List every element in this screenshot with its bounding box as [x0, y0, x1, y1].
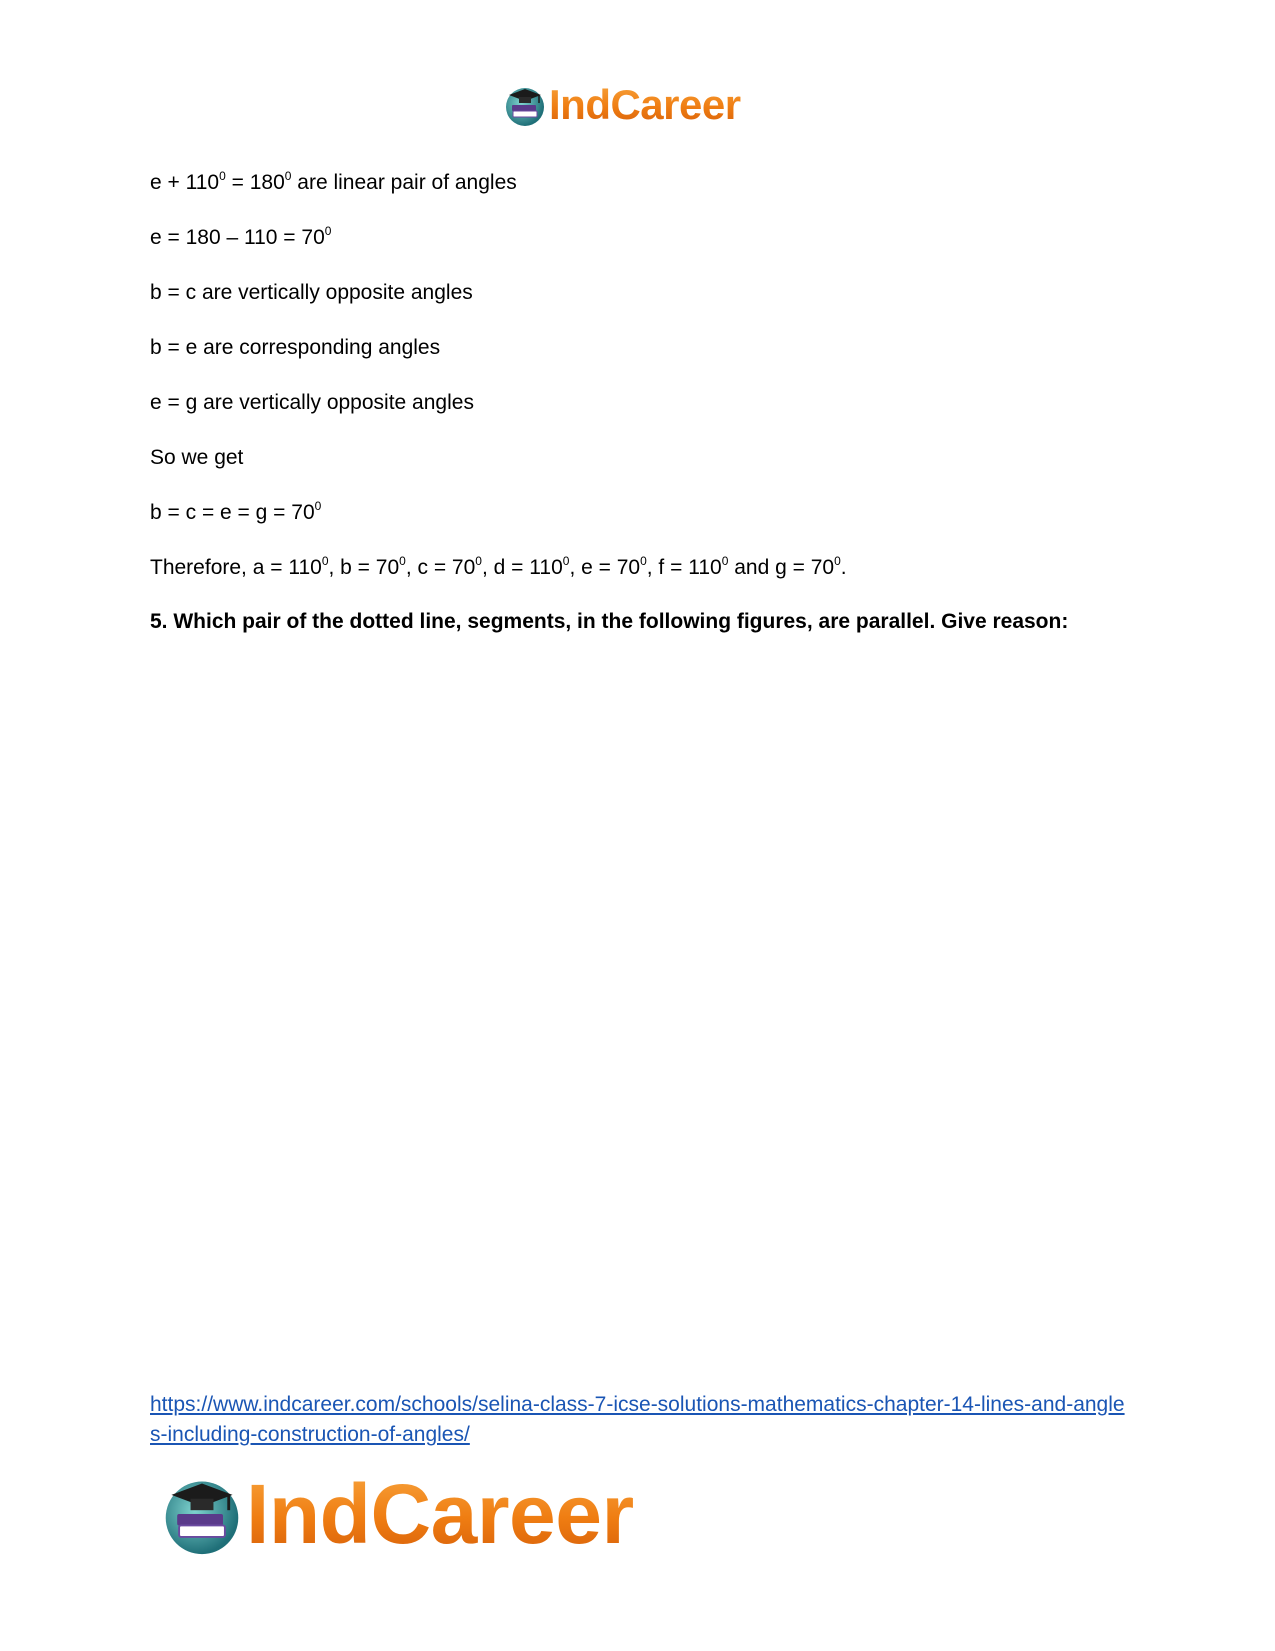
text-line [150, 555, 847, 583]
degree-superscript: 0 [475, 554, 482, 568]
text-line [150, 500, 321, 528]
text-segment: , e = 70 [569, 556, 641, 579]
text-line [150, 225, 331, 253]
footer-logo [160, 1468, 634, 1560]
header-logo [503, 80, 741, 130]
degree-superscript: 0 [721, 554, 729, 568]
degree-superscript: 0 [219, 169, 226, 183]
text-segment: b = c = e = g = 70 [150, 501, 315, 524]
graduation-cap-book-globe-icon [503, 83, 547, 127]
text-segment: e = g are vertically opposite angles [150, 391, 474, 414]
text-line [150, 280, 473, 306]
question-heading: 5. Which pair of the dotted line, segments, in the following figures, are parallel. Give reason: [150, 610, 1069, 633]
text-line [150, 445, 243, 471]
text-segment: . [840, 556, 847, 579]
text-segment: , d = 110 [481, 556, 563, 579]
degree-superscript: 0 [399, 554, 406, 568]
logo-text: IndCareer [246, 1467, 634, 1561]
degree-superscript: 0 [284, 169, 292, 183]
degree-superscript: 0 [640, 554, 647, 568]
degree-superscript: 0 [562, 554, 570, 568]
text-segment: = 180 [225, 171, 285, 194]
source-link[interactable]: https://www.indcareer.com/schools/selina-class-7-icse-solutions-mathematics-chapter-14-lines-and-angles-including-construction-of-angles/ [150, 1393, 1125, 1446]
degree-superscript: 0 [314, 499, 322, 513]
text-segment: b = e are corresponding angles [150, 336, 441, 359]
degree-superscript: 0 [321, 554, 329, 568]
text-segment: and g = 70 [728, 556, 835, 579]
degree-superscript: 0 [834, 554, 841, 568]
degree-superscript: 0 [324, 224, 332, 238]
text-segment: Therefore, a = 110 [150, 556, 322, 579]
text-segment: So we get [150, 446, 244, 469]
text-segment: b = c are vertically opposite angles [150, 281, 473, 304]
text-segment: e = 180 – 110 = 70 [150, 226, 325, 249]
logo-text: IndCareer [549, 81, 741, 128]
text-segment: , b = 70 [328, 556, 400, 579]
text-segment: are linear pair of angles [291, 171, 517, 194]
text-segment: , f = 110 [646, 556, 722, 579]
text-segment: e + 110 [150, 171, 220, 194]
text-line [150, 335, 440, 361]
graduation-cap-book-globe-icon [160, 1472, 244, 1556]
text-segment: , c = 70 [405, 556, 476, 579]
text-line [150, 390, 474, 416]
text-line [150, 170, 517, 198]
